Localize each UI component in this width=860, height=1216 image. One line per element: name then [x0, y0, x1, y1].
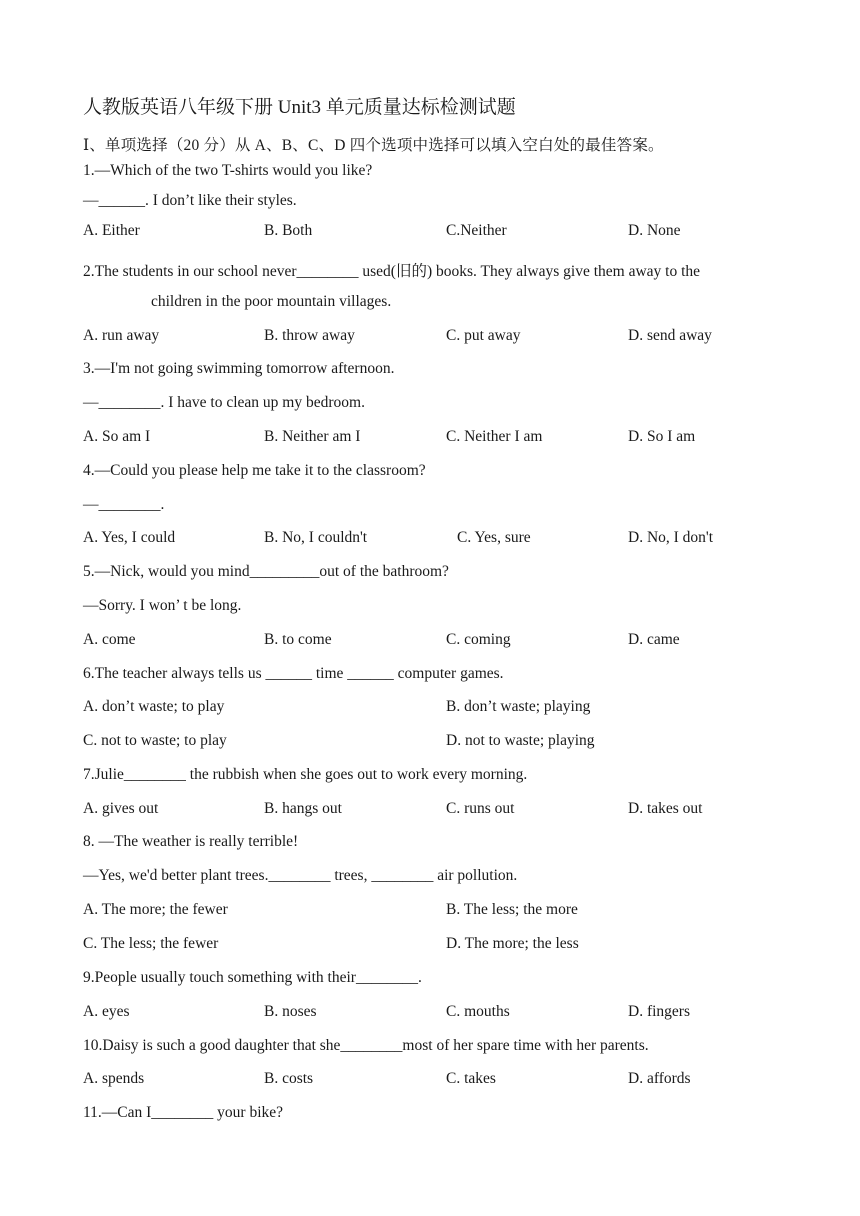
question-7-option-a: A. gives out	[83, 800, 159, 817]
question-4-answer-line: —________.	[83, 496, 165, 513]
question-10-option-d: D. affords	[628, 1070, 691, 1087]
question-7-option-b: B. hangs out	[264, 800, 342, 817]
question-10-option-b: B. costs	[264, 1070, 314, 1087]
question-1-option-a: A. Either	[83, 222, 140, 239]
question-8-stem: 8. —The weather is really terrible!	[83, 833, 299, 850]
question-1-option-d: D. None	[628, 222, 681, 239]
question-8-option-d: D. The more; the less	[446, 935, 579, 952]
question-8-option-a: A. The more; the fewer	[83, 901, 228, 918]
question-3-option-d: D. So I am	[628, 428, 696, 445]
question-5-option-a: A. come	[83, 631, 136, 648]
question-5-answer-line: —Sorry. I won’ t be long.	[83, 597, 242, 614]
question-1-option-c: C.Neither	[446, 222, 507, 239]
question-3-option-a: A. So am I	[83, 428, 151, 445]
question-1-option-b: B. Both	[264, 222, 313, 239]
question-9-option-d: D. fingers	[628, 1003, 690, 1020]
question-6-option-d: D. not to waste; playing	[446, 732, 595, 749]
question-2-stem-continued: children in the poor mountain villages.	[151, 293, 392, 310]
question-5-option-b: B. to come	[264, 631, 332, 648]
question-10-stem: 10.Daisy is such a good daughter that she________most of her spare time with her parents.	[83, 1037, 649, 1054]
question-7-option-c: C. runs out	[446, 800, 515, 817]
question-8-answer-line: —Yes, we'd better plant trees.________ trees, ________ air pollution.	[83, 867, 518, 884]
question-5-stem: 5.—Nick, would you mind_________out of the bathroom?	[83, 563, 449, 580]
question-10-option-c: C. takes	[446, 1070, 496, 1087]
question-4-stem: 4.—Could you please help me take it to the classroom?	[83, 462, 426, 479]
question-4-option-d: D. No, I don't	[628, 529, 714, 546]
question-5-option-d: D. came	[628, 631, 680, 648]
question-8-option-c: C. The less; the fewer	[83, 935, 219, 952]
question-3-option-b: B. Neither am I	[264, 428, 361, 445]
question-3-answer-line: —________. I have to clean up my bedroom.	[83, 394, 365, 411]
question-1-answer-line: —______. I don’t like their styles.	[83, 192, 297, 209]
question-5-option-c: C. coming	[446, 631, 511, 648]
question-6-stem: 6.The teacher always tells us ______ time ______ computer games.	[83, 665, 504, 682]
question-8-option-b: B. The less; the more	[446, 901, 578, 918]
question-7-option-d: D. takes out	[628, 800, 703, 817]
question-2-option-d: D. send away	[628, 327, 712, 344]
question-2-option-a: A. run away	[83, 327, 160, 344]
question-10-option-a: A. spends	[83, 1070, 145, 1087]
question-2-option-c: C. put away	[446, 327, 521, 344]
question-6-option-a: A. don’t waste; to play	[83, 698, 225, 715]
question-9-option-a: A. eyes	[83, 1003, 130, 1020]
question-9-option-c: C. mouths	[446, 1003, 510, 1020]
question-2-stem: 2.The students in our school never________ used(旧的) books. They always give them away to the	[83, 263, 701, 280]
question-11-stem: 11.—Can I________ your bike?	[83, 1104, 284, 1121]
question-9-stem: 9.People usually touch something with their________.	[83, 969, 422, 986]
question-3-option-c: C. Neither I am	[446, 428, 543, 445]
question-7-stem: 7.Julie________ the rubbish when she goes out to work every morning.	[83, 766, 528, 783]
question-4-option-c: C. Yes, sure	[457, 529, 531, 546]
question-2-option-b: B. throw away	[264, 327, 355, 344]
question-6-option-b: B. don’t waste; playing	[446, 698, 591, 715]
question-4-option-b: B. No, I couldn't	[264, 529, 368, 546]
question-9-option-b: B. noses	[264, 1003, 317, 1020]
page-title: 人教版英语八年级下册 Unit3 单元质量达标检测试题	[83, 97, 516, 118]
section-heading: Ⅰ、单项选择（20 分）从 A、B、C、D 四个选项中选择可以填入空白处的最佳答案。	[83, 137, 664, 154]
question-1-stem: 1.—Which of the two T-shirts would you like?	[83, 162, 373, 179]
question-6-option-c: C. not to waste; to play	[83, 732, 227, 749]
question-3-stem: 3.—I'm not going swimming tomorrow afternoon.	[83, 360, 395, 377]
question-4-option-a: A. Yes, I could	[83, 529, 176, 546]
